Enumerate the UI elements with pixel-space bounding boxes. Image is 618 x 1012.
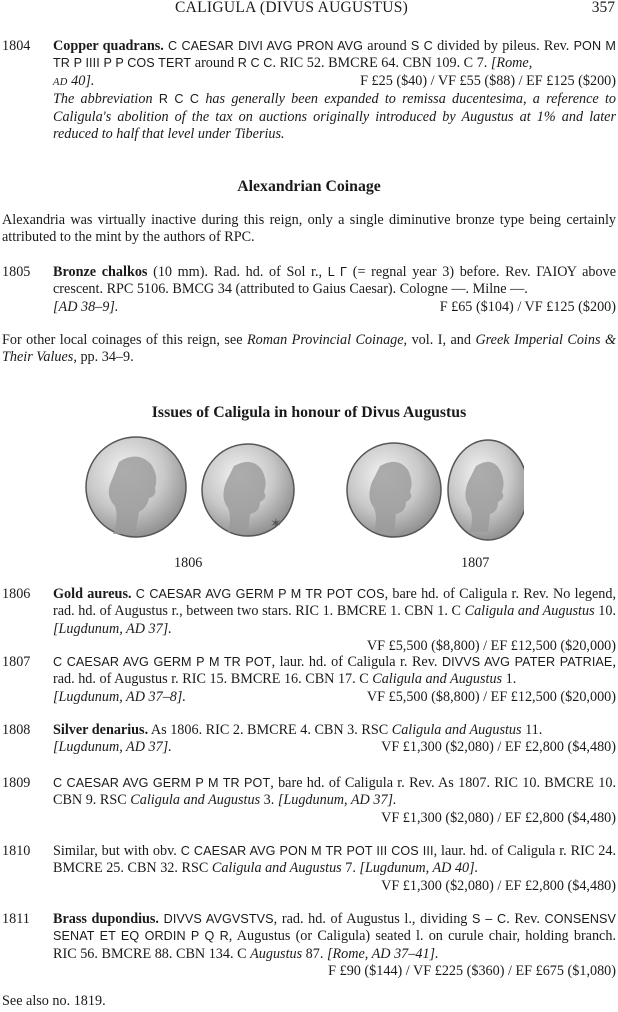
page-number: 357: [591, 0, 615, 16]
entry-number: 1805: [2, 264, 31, 280]
mint-date: [Rome,: [490, 55, 533, 72]
entry-text: around: [191, 55, 238, 72]
entry-text: 87.: [302, 945, 327, 962]
entry-text: (10 mm). Rad. hd. of Sol r.,: [147, 264, 328, 280]
coin-1806-reverse: [202, 444, 294, 536]
note-text: pp. 34–9.: [76, 349, 134, 366]
reference-title: Caligula and Augustus: [372, 671, 503, 688]
reference-title: Roman Provincial Coinage,: [246, 332, 408, 348]
mint-date: [Lugdunum, AD 37].: [53, 620, 172, 637]
entry-number: 1807: [2, 654, 31, 670]
section-intro: Alexandria was virtually inactive during this reign, only a single diminutive bronze type being certainly attributed to the mint by the authors of RPC.: [2, 212, 616, 246]
entry-text: , bare hd. of Caligula r. Rev. No legend, rad. hd. of Augustus r., between two stars. RIC 1. BMCRE 1. CBN 1. C: [53, 586, 616, 620]
see-also-note: See also no. 1819.: [2, 993, 106, 1009]
legend: PON M TR P IIII P P COS TERT: [53, 39, 617, 71]
entry-title: Silver denarius.: [53, 722, 149, 738]
valuation: VF £1,300 ($2,080) / EF £2,800 ($4,480): [381, 739, 616, 756]
coin-1807-reverse: [448, 440, 524, 540]
entry-text: , laur. hd. of Caligula r. Rev.: [271, 654, 442, 670]
entry-text: , bare hd. of Caligula r. Rev. As 1807. RIC 10. BMCRE 10. CBN 9. RSC: [53, 775, 616, 809]
valuation: VF £5,500 ($8,800) / EF £12,500 ($20,000): [366, 638, 616, 655]
mint-date-end: 40].: [71, 72, 95, 89]
legend: C CAESAR AVG GERM P M TR POT: [53, 655, 272, 669]
catalogue-entry-1805: [2, 264, 616, 316]
legend: C CAESAR AVG PON M TR POT III COS III: [180, 844, 434, 858]
coin-1806-obverse: [86, 437, 186, 537]
mint-date: [AD 38–9].: [53, 298, 119, 315]
reference-title: Caligula and Augustus: [211, 860, 342, 877]
entry-number: 1808: [2, 722, 31, 738]
section-heading: Issues of Caligula in honour of Divus Augustus: [151, 404, 467, 421]
coin-1807-obverse: [347, 443, 441, 537]
entry-number: 1804: [2, 38, 31, 54]
legend: R C C: [237, 56, 273, 71]
entry-text: , rad. hd. of Augustus l., dividing: [273, 911, 473, 927]
legend: CONSENSV SENAT ET EQ ORDIN P Q R: [53, 912, 617, 944]
mint-date: [Lugdunum, AD 40].: [359, 860, 479, 877]
mint-date: [Lugdunum, AD 37].: [53, 739, 172, 756]
running-header: [0, 0, 618, 19]
entry-title: Bronze chalkos: [53, 264, 148, 280]
local-coinage-note: [2, 332, 616, 367]
entry-number: 1810: [2, 843, 31, 859]
legend: S C: [410, 39, 433, 53]
entry-text: , laur. hd. of Caligula r. RIC 24. BMCRE 25. CBN 32. RSC: [53, 843, 616, 877]
ad-mark: AD: [53, 76, 68, 88]
catalogue-entry-1809: [2, 775, 616, 827]
entry-number: 1811: [2, 911, 30, 927]
valuation: VF £1,300 ($2,080) / EF £2,800 ($4,480): [381, 809, 616, 826]
legend: L Γ: [327, 265, 348, 279]
note-text: For other local coinages of this reign, see: [2, 332, 247, 348]
entry-text: 10.: [594, 603, 616, 620]
reference-title: Caligula and Augustus: [464, 603, 595, 620]
entry-title: Copper quadrans.: [53, 38, 164, 54]
entry-text: 11.: [521, 722, 543, 738]
entry-number: 1809: [2, 775, 31, 791]
legend: R C C: [158, 92, 200, 107]
entry-text: , rad. hd. of Augustus r. RIC 15. BMCRE 16. CBN 17. C: [53, 654, 616, 688]
valuation: F £25 ($40) / VF £55 ($88) / EF £125 ($200): [360, 72, 616, 89]
mint-date: [Lugdunum, AD 37–8].: [53, 688, 186, 705]
reference-title: Caligula and Augustus: [391, 722, 522, 738]
legend: C CAESAR DIVI AVG PRON AVG: [168, 39, 364, 53]
catalogue-entry-1808: [2, 722, 616, 757]
catalogue-entry-1806: [2, 586, 616, 656]
entry-text: . Rev.: [506, 911, 545, 927]
catalogue-entry-1807: [2, 654, 616, 706]
valuation: VF £1,300 ($2,080) / EF £2,800 ($4,480): [381, 877, 616, 894]
mint-date: [Lugdunum, AD 37].: [277, 792, 397, 809]
legend: C CAESAR AVG GERM P M TR POT: [53, 776, 271, 790]
reference-title: Caligula and Augustus: [130, 792, 261, 809]
legend: DIVVS AVG PATER PATRIAE: [441, 655, 613, 669]
entry-text: 7.: [341, 860, 360, 877]
running-title: CALIGULA (DIVUS AUGUSTUS): [175, 0, 409, 16]
catalogue-entry-1804: [2, 38, 616, 143]
legend: DIVVS AVGVSTVS: [163, 912, 274, 926]
plate-caption-1807: 1807: [461, 555, 490, 571]
note-text: vol. I, and: [407, 332, 476, 348]
entry-text: divided by pileus. Rev.: [432, 38, 574, 54]
coin-plate: [84, 432, 524, 550]
valuation: F £65 ($104) / VF £125 ($200): [439, 298, 616, 315]
svg-text:✶: ✶: [270, 517, 282, 532]
note-text: The abbreviation: [53, 91, 159, 108]
reference-title: Greek Imperial Coins & Their Values,: [2, 332, 616, 366]
note-text: has generally been expanded to remissa ducentesima, a reference to Caligula's abolition of the tax on auctions originally introduced by Augustus at 1% and later reduced to half that level under Tiberius.: [53, 91, 616, 143]
entry-text: around: [363, 38, 411, 54]
entry-number: 1806: [2, 586, 31, 602]
entry-text: 1.: [502, 671, 517, 688]
section-heading: Alexandrian Coinage: [237, 178, 381, 195]
catalogue-entry-1810: [2, 843, 616, 895]
reference-title: Augustus: [250, 945, 303, 962]
valuation: F £90 ($144) / VF £225 ($360) / EF £675 ($1,080): [328, 963, 616, 980]
entry-text: Similar, but with obv.: [53, 843, 181, 859]
mint-date: [Rome, AD 37–41].: [326, 945, 439, 962]
legend: C CAESAR AVG GERM P M TR POT COS: [135, 587, 385, 601]
entry-text: 3.: [260, 792, 278, 809]
entry-title: Brass dupondius.: [53, 911, 159, 927]
entry-title: Gold aureus.: [53, 586, 132, 602]
plate-caption-1806: 1806: [174, 555, 203, 571]
entry-text: . RIC 52. BMCRE 64. CBN 109. C 7.: [272, 55, 491, 72]
entry-text: , Augustus (or Caligula) seated l. on curule chair, holding branch. RIC 56. BMCRE 88. CBN 134. C: [53, 928, 616, 962]
valuation: VF £5,500 ($8,800) / EF £12,500 ($20,000): [366, 688, 616, 705]
legend: S – C: [472, 912, 507, 926]
entry-text: As 1806. RIC 2. BMCRE 4. CBN 3. RSC: [148, 722, 392, 738]
entry-text: (= regnal year 3) before. Rev. ΓΑΙΟΥ above crescent. RPC 5106. BMCG 34 (attributed to Gaius Caesar). Cologne —. Milne —.: [53, 264, 616, 298]
catalogue-entry-1811: [2, 911, 616, 981]
